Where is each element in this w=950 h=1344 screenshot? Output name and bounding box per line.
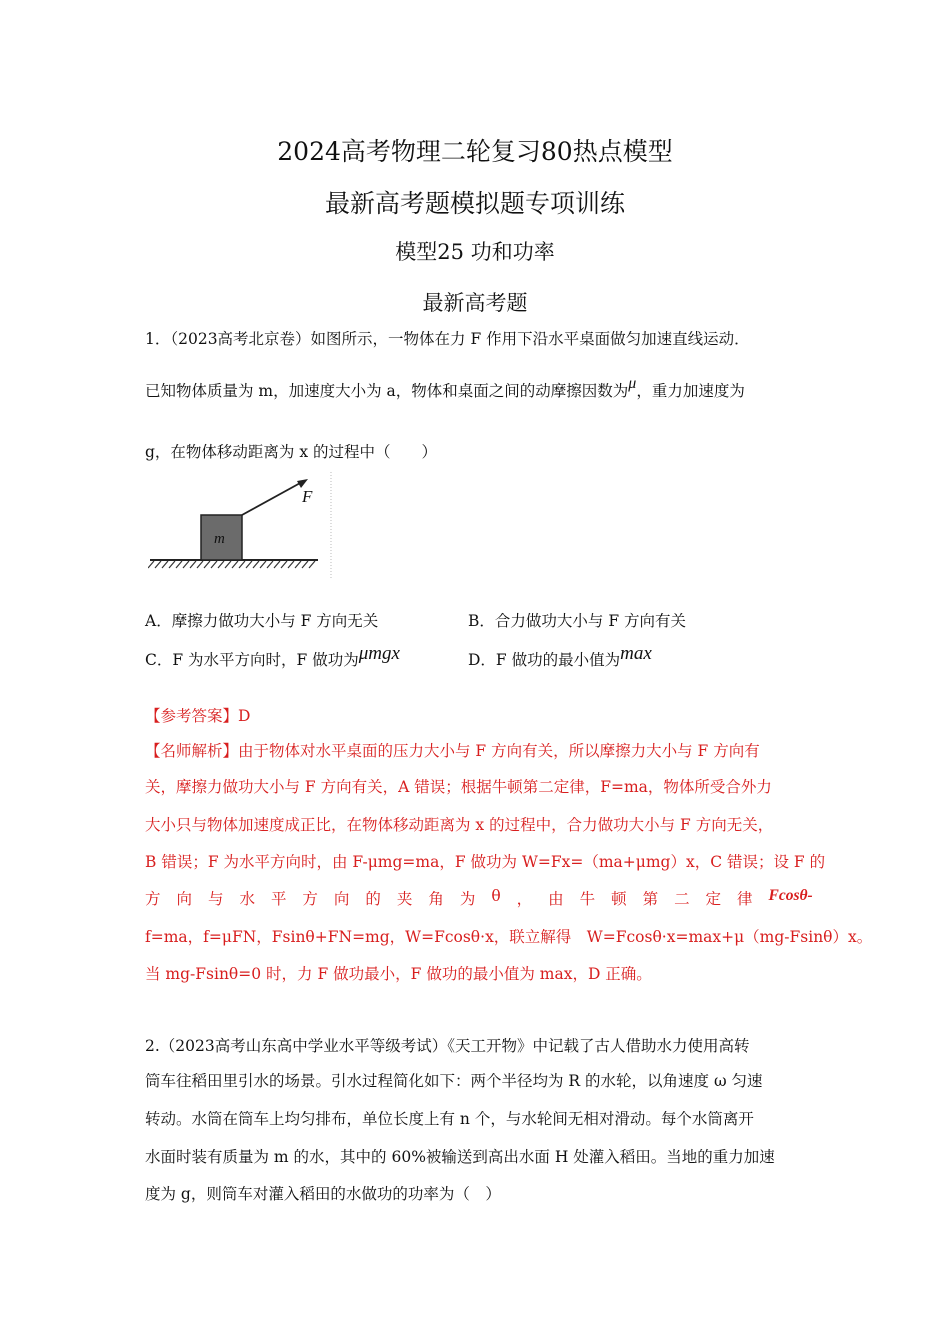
reference-answer: 【参考答案】D — [145, 707, 251, 725]
analysis-line-7: 当 mg-Fsinθ=0 时，力 F 做功最小，F 做功的最小值为 max，D 正确。 — [145, 965, 652, 983]
option-c — [145, 643, 400, 671]
q1-stem-line3: g，在物体移动距离为 x 的过程中（ ） — [145, 443, 438, 461]
document-subtitle: 最新高考题模拟题专项训练 — [324, 189, 625, 218]
analysis-line-5: 方 向 与 水 平 方 向 的 夹 角 为 θ ， 由 牛 顿 第 二 定 律 Fcosθ- — [145, 887, 813, 908]
q2-stem-line1: 2.（2023高考山东高中学业水平等级考试）《天工开物》中记载了古人借助水力使用高转 — [145, 1037, 750, 1055]
option-a: A．摩擦力做功大小与 F 方向无关 — [145, 612, 379, 630]
mu-symbol: μ — [628, 375, 637, 392]
q2-stem-line2: 筒车往稻田里引水的场景。引水过程简化如下：两个半径均为 R 的水轮，以角速度 ω 匀速 — [145, 1072, 763, 1090]
q1-stem-line2 — [145, 375, 745, 401]
force-label: F — [302, 487, 313, 506]
q2-stem-line5: 度为 g，则筒车对灌入稻田的水做功的功率为（ ） — [145, 1185, 501, 1203]
q2-stem-line4: 水面时装有质量为 m 的水，其中的 60%被输送到高出水面 H 处灌入稻田。当地的重力加速 — [145, 1148, 775, 1166]
model-title: 模型25 功和功率 — [395, 240, 555, 264]
analysis-line-3: 大小只与物体加速度成正比，在物体移动距离为 x 的过程中，合力做功大小与 F 方向无关， — [145, 816, 774, 834]
option-d-formula: max — [620, 643, 652, 664]
analysis-line-2: 关，摩擦力做功大小与 F 方向有关，A 错误；根据牛顿第二定律，F=ma，物体所受合外力 — [145, 778, 772, 796]
force-arrow — [242, 482, 302, 515]
option-d-text: D．F 做功的最小值为 — [468, 651, 621, 669]
analysis-line-4: B 错误；F 为水平方向时，由 F-μmg=ma，F 做功为 W=Fx=（ma+μmg）x，C 错误；设 F 的 — [145, 853, 826, 871]
option-c-formula: μmgx — [358, 643, 400, 664]
option-c-text: C．F 为水平方向时，F 做功为 — [145, 651, 359, 669]
document-title: 2024高考物理二轮复习80热点模型 — [277, 137, 673, 166]
option-d — [468, 643, 652, 671]
analysis-line-1: 【名师解析】由于物体对水平桌面的压力大小与 F 方向有关，所以摩擦力大小与 F 方向有 — [145, 742, 760, 760]
block-force-figure — [148, 470, 338, 580]
mass-label: m — [214, 531, 225, 547]
q2-stem-line3: 转动。水筒在筒车上均匀排布，单位长度上有 n 个，与水轮间无相对滑动。每个水筒离开 — [145, 1110, 754, 1128]
q1-stem-line2-text-b: ，重力加速度为 — [636, 382, 745, 400]
option-b: B．合力做功大小与 F 方向有关 — [468, 612, 686, 630]
q1-stem-line2-text-a: 已知物体质量为 m，加速度大小为 a，物体和桌面之间的动摩擦因数为 — [145, 382, 629, 400]
q1-stem-line1: 1．（2023高考北京卷）如图所示，一物体在力 F 作用下沿水平桌面做匀加速直线运动． — [145, 330, 750, 348]
section-heading: 最新高考题 — [422, 291, 528, 315]
analysis-line-6: f=ma，f=μFN，Fsinθ+FN=mg，W=Fcosθ·x，联立解得 W=Fcosθ·x=max+μ（mg-Fsinθ）x。 — [145, 928, 873, 946]
